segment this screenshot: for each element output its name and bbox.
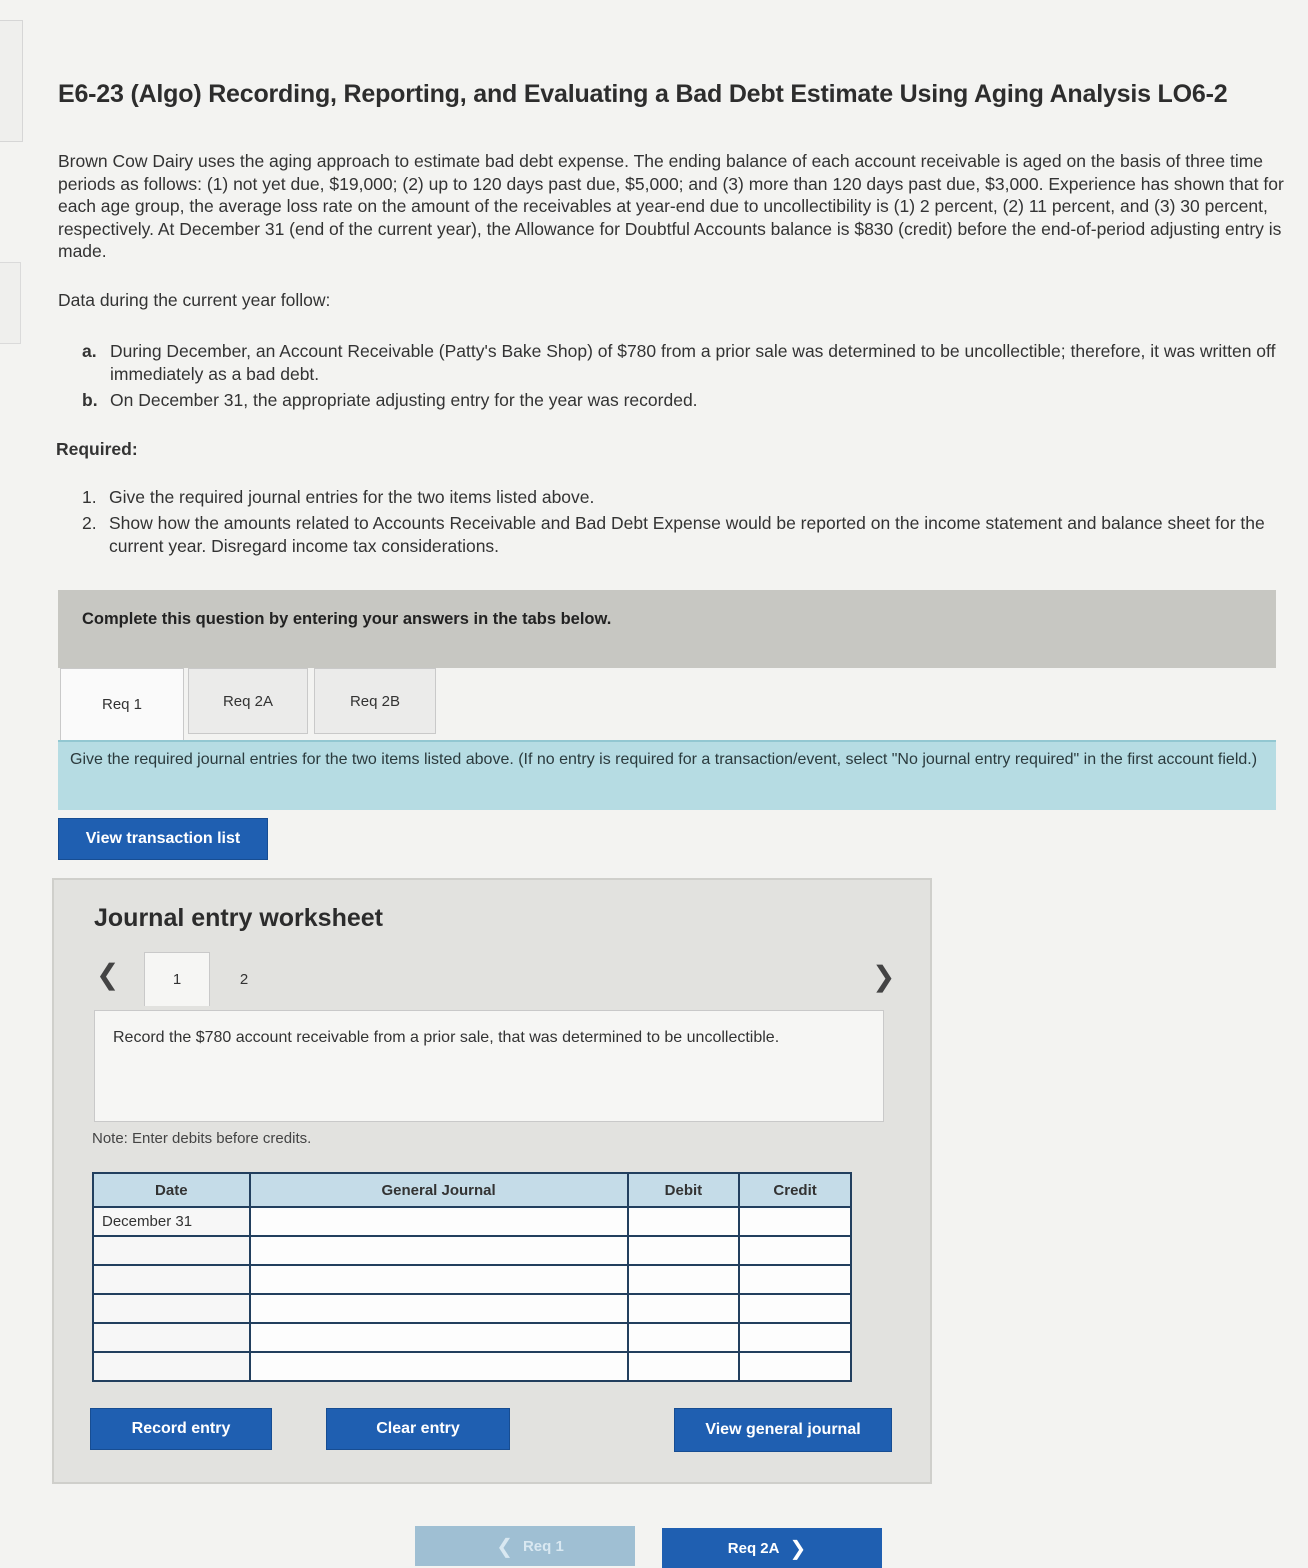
view-transaction-list-button[interactable]: View transaction list xyxy=(58,818,268,860)
column-header-debit: Debit xyxy=(628,1173,740,1207)
account-cell[interactable] xyxy=(250,1207,628,1236)
tab-req-2b[interactable]: Req 2B xyxy=(314,668,436,734)
required-label: Required: xyxy=(56,439,138,459)
page-edge-decoration-2 xyxy=(0,262,21,344)
worksheet-page-2[interactable]: 2 xyxy=(239,970,249,988)
table-row xyxy=(93,1352,851,1381)
column-header-general-journal: General Journal xyxy=(250,1173,628,1207)
data-intro: Data during the current year follow: xyxy=(58,290,331,310)
journal-table xyxy=(92,1172,852,1382)
credit-cell[interactable] xyxy=(739,1352,851,1381)
tab-req-2a[interactable]: Req 2A xyxy=(188,668,308,734)
complete-question-banner xyxy=(58,590,1276,668)
requirements-list xyxy=(82,486,1292,561)
table-row xyxy=(93,1294,851,1323)
problem-title: E6-23 (Algo) Recording, Reporting, and Evaluating a Bad Debt Estimate Using Aging Analysis LO6-2 xyxy=(58,80,1228,108)
table-row xyxy=(93,1323,851,1352)
credit-cell[interactable] xyxy=(739,1236,851,1265)
date-cell[interactable] xyxy=(93,1323,250,1352)
debit-cell[interactable] xyxy=(628,1236,740,1265)
date-cell[interactable] xyxy=(93,1294,250,1323)
debit-cell[interactable] xyxy=(628,1352,740,1381)
table-row xyxy=(93,1265,851,1294)
chevron-left-icon: ❮ xyxy=(496,1535,513,1558)
worksheet-title: Journal entry worksheet xyxy=(94,904,383,932)
debit-cell[interactable] xyxy=(628,1265,740,1294)
list-item: b. On December 31, the appropriate adjusting entry for the year was recorded. xyxy=(82,390,698,410)
chevron-right-icon: ❯ xyxy=(789,1537,807,1560)
date-cell[interactable] xyxy=(93,1236,250,1265)
prev-requirement-label: Req 1 xyxy=(522,1537,564,1555)
data-items-list xyxy=(82,340,1282,415)
credit-cell[interactable] xyxy=(739,1207,851,1236)
column-header-credit: Credit xyxy=(739,1173,851,1207)
page-edge-decoration xyxy=(0,20,23,142)
tab-req-1[interactable]: Req 1 xyxy=(60,668,184,740)
instruction-banner: Give the required journal entries for the two items listed above. (If no entry is required for a transaction/event, select "No journal entry required" in the first account field.) xyxy=(58,740,1276,810)
chevron-left-icon[interactable]: ❮ xyxy=(96,959,120,990)
entry-note: Note: Enter debits before credits. xyxy=(92,1130,312,1147)
table-row xyxy=(93,1207,851,1236)
table-row xyxy=(93,1236,851,1265)
credit-cell[interactable] xyxy=(739,1294,851,1323)
account-cell[interactable] xyxy=(250,1236,628,1265)
banner-text: Complete this question by entering your answers in the tabs below. xyxy=(82,610,612,628)
problem-paragraph: Brown Cow Dairy uses the aging approach to estimate bad debt expense. The ending balance of each account receivable is aged on the basis of three time periods as follows: (1) not yet due, $19,000; (2) up to 120 days past due, $5,000; and (3) more than 120 days past due, $3,000. Experience has shown that for each age group, the average loss rate on the amount of the receivables at year-end due to uncollectibility is (1) 2 percent, (2) 11 percent, and (3) 30 percent, respectively. At December 31 (end of the current year), the Allowance for Doubtful Accounts balance is $830 (credit) before the end-of-period adjusting entry is made. xyxy=(58,151,1284,261)
list-item: a. During December, an Account Receivable (Patty's Bake Shop) of $780 from a prior sale was determined to be uncollectible; therefore, it was written off immediately as a bad debt. xyxy=(82,341,1276,384)
worksheet-page-1[interactable]: 1 xyxy=(144,952,210,1006)
prev-requirement-button[interactable] xyxy=(415,1526,635,1566)
debit-cell[interactable] xyxy=(628,1294,740,1323)
view-general-journal-button[interactable]: View general journal xyxy=(674,1408,892,1452)
debit-cell[interactable] xyxy=(628,1323,740,1352)
column-header-date: Date xyxy=(93,1173,250,1207)
date-cell[interactable] xyxy=(93,1265,250,1294)
next-requirement-button[interactable] xyxy=(662,1528,882,1568)
entry-description: Record the $780 account receivable from a prior sale, that was determined to be uncollectible. xyxy=(94,1010,884,1122)
record-entry-button[interactable]: Record entry xyxy=(90,1408,272,1450)
account-cell[interactable] xyxy=(250,1323,628,1352)
account-cell[interactable] xyxy=(250,1352,628,1381)
list-item: 1. Give the required journal entries for the two items listed above. xyxy=(82,487,595,507)
list-item: 2. Show how the amounts related to Accounts Receivable and Bad Debt Expense would be reported on the income statement and balance sheet for the current year. Disregard income tax considerations. xyxy=(82,513,1265,556)
debit-cell[interactable] xyxy=(628,1207,740,1236)
next-requirement-label: Req 2A xyxy=(727,1539,780,1557)
journal-entry-worksheet xyxy=(52,878,932,1484)
account-cell[interactable] xyxy=(250,1294,628,1323)
clear-entry-button[interactable]: Clear entry xyxy=(326,1408,510,1450)
chevron-right-icon[interactable]: ❯ xyxy=(872,961,896,992)
credit-cell[interactable] xyxy=(739,1265,851,1294)
date-cell[interactable] xyxy=(93,1352,250,1381)
account-cell[interactable] xyxy=(250,1265,628,1294)
credit-cell[interactable] xyxy=(739,1323,851,1352)
date-cell[interactable]: December 31 xyxy=(93,1207,250,1236)
